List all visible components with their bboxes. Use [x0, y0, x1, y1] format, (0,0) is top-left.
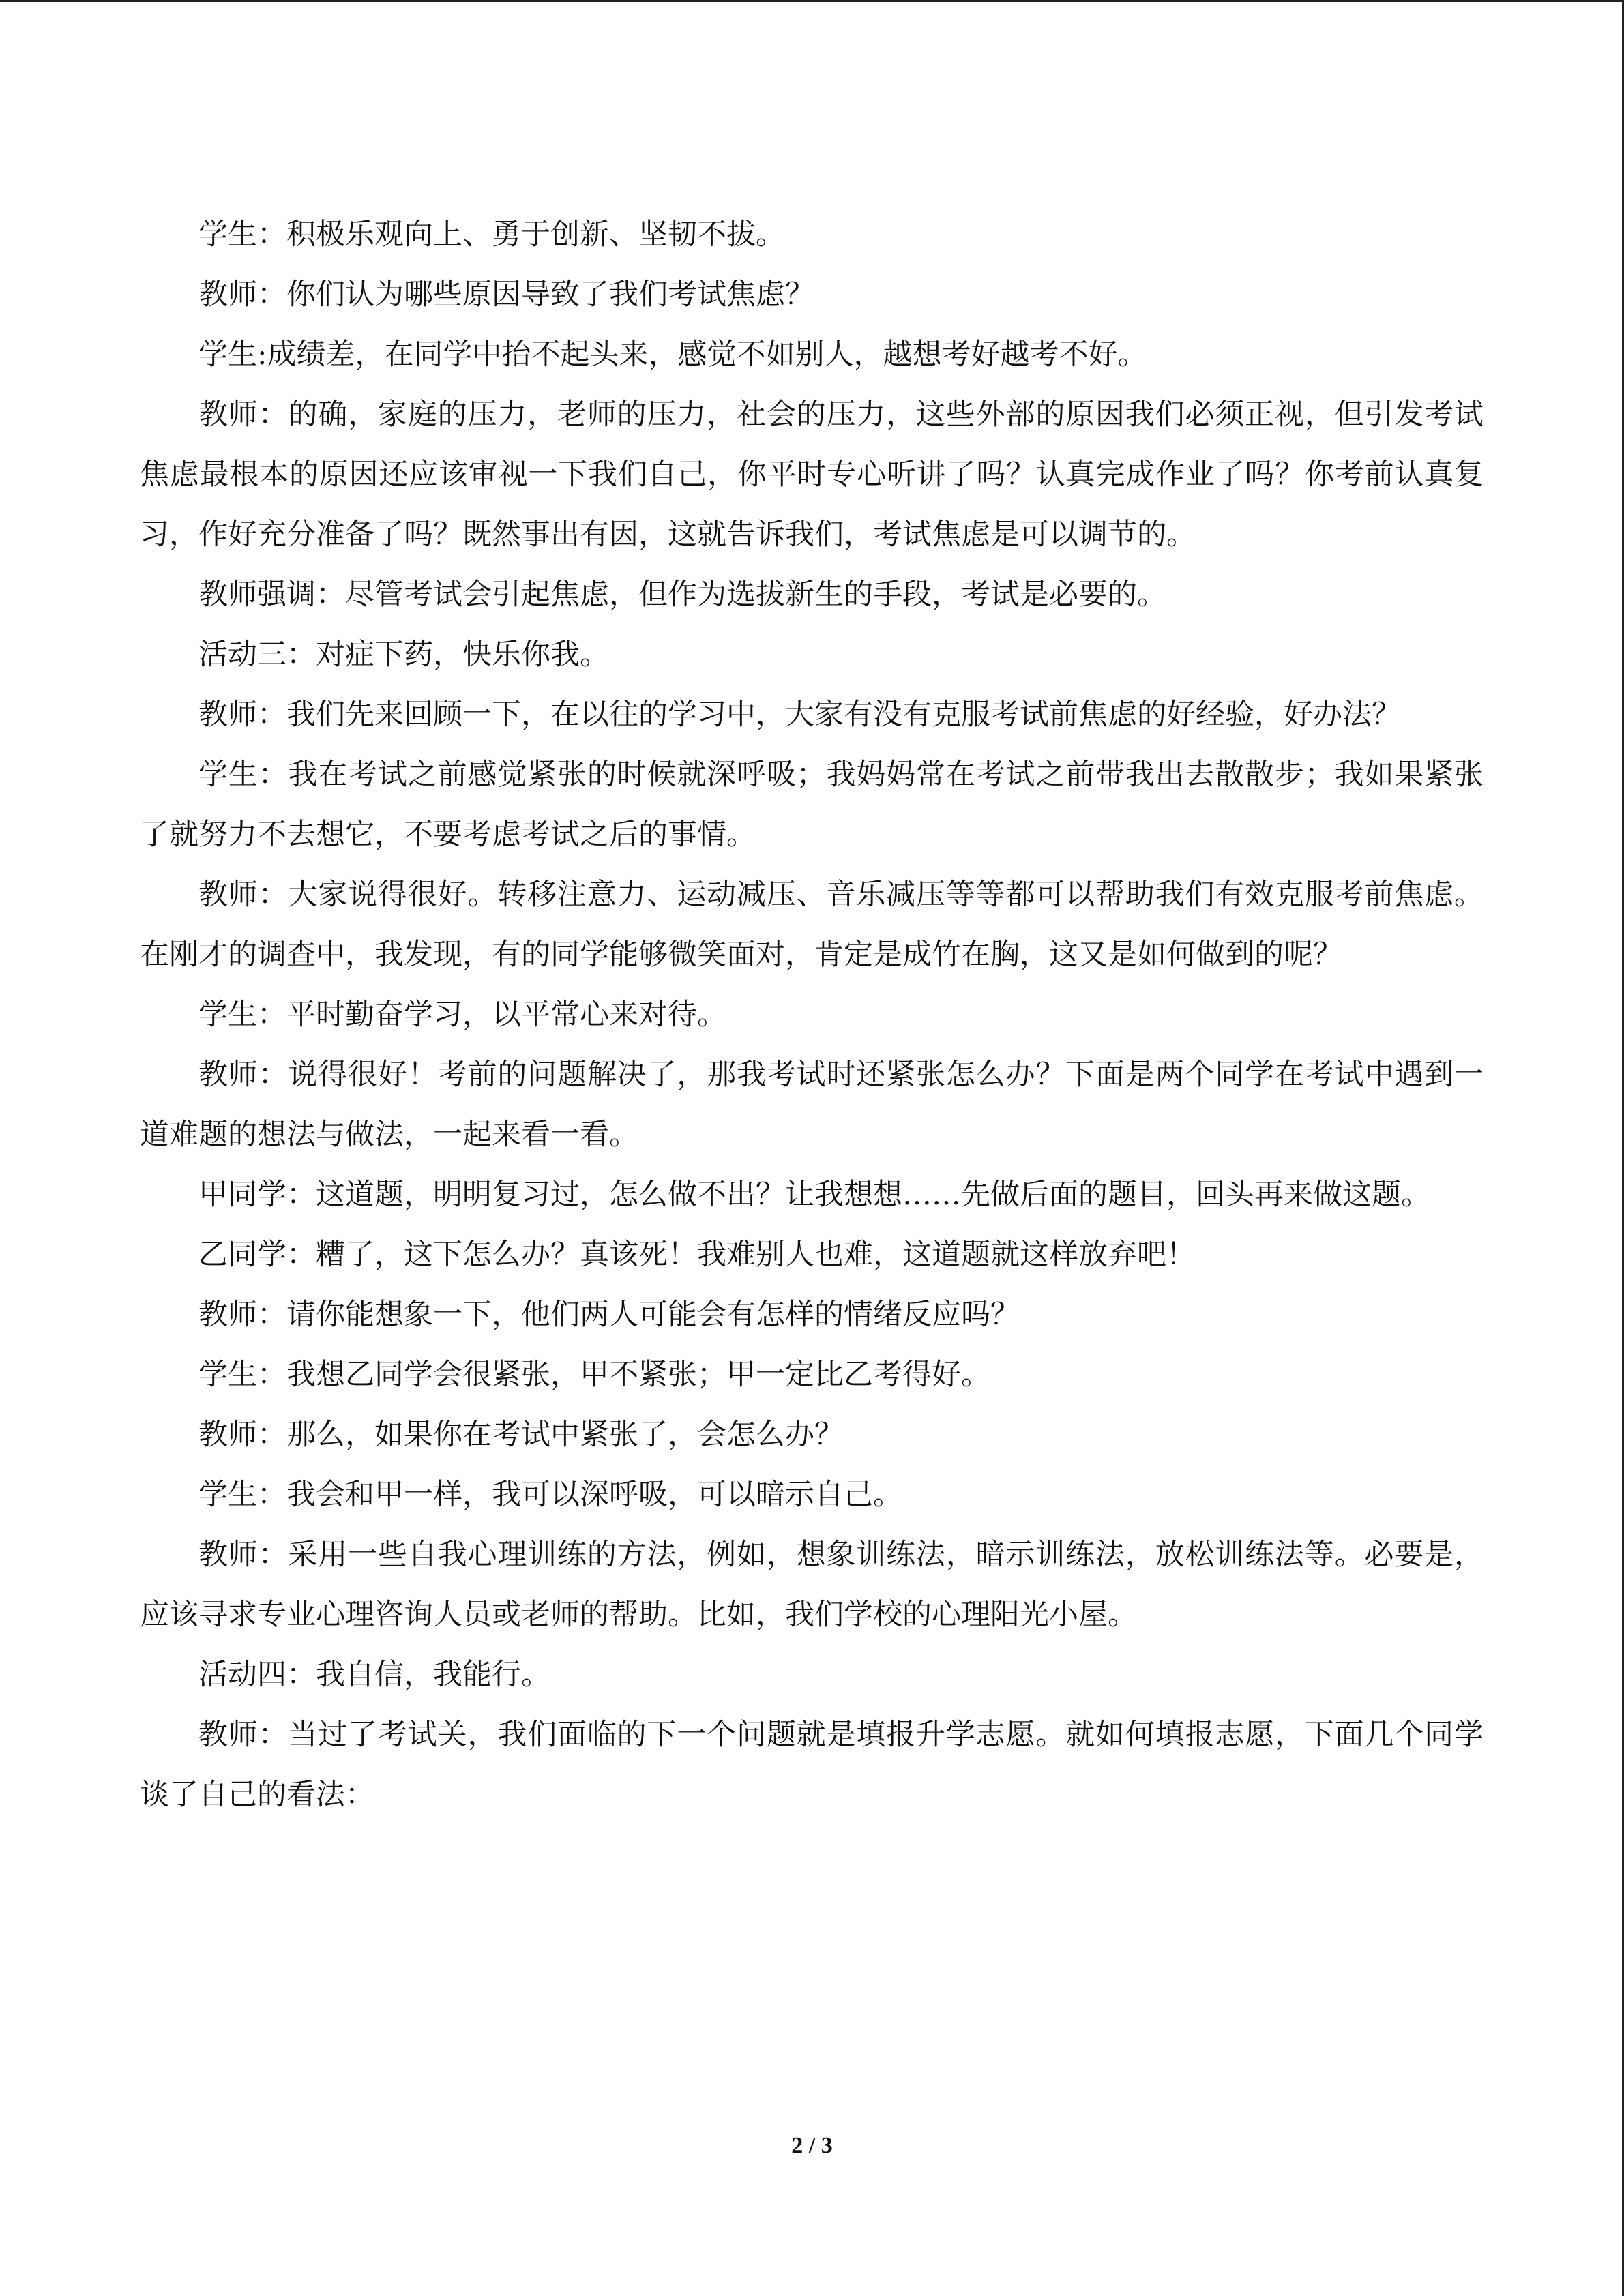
- activity-heading: 活动四：我自信，我能行。: [198, 1658, 550, 1692]
- paragraph: 学生：我会和甲一样，我可以深呼吸，可以暗示自己。: [198, 1478, 902, 1512]
- page-number: 2 / 3: [791, 2133, 833, 2158]
- paragraph: 教师：大家说得很好。转移注意力、运动减压、音乐减压等等都可以帮助我们有效克服考前焦虑。在刚才的调查中，我发现，有的同学能够微笑面对，肯定是成竹在胸，这又是如何做到的呢？: [140, 878, 1483, 972]
- paragraph: 教师：说得很好！考前的问题解决了，那我考试时还紧张怎么办？下面是两个同学在考试中遇到一道难题的想法与做法，一起来看一看。: [140, 1058, 1483, 1152]
- paragraph: 教师：的确，家庭的压力，老师的压力，社会的压力，这些外部的原因我们必须正视，但引发考试焦虑最根本的原因还应该审视一下我们自己，你平时专心听讲了吗？认真完成作业了吗？你考前认真复习，作好充分准备了吗？既然事出有因，这就告诉我们，考试焦虑是可以调节的。: [140, 398, 1483, 552]
- activity-heading: 活动三：对症下药，快乐你我。: [198, 638, 609, 672]
- paragraph: 教师强调：尽管考试会引起焦虑，但作为选拔新生的手段，考试是必要的。: [198, 578, 1166, 612]
- top-border-line: [0, 0, 1624, 2]
- paragraph: 学生：我想乙同学会很紧张，甲不紧张；甲一定比乙考得好。: [198, 1358, 990, 1392]
- paragraph: 教师：采用一些自我心理训练的方法，例如，想象训练法，暗示训练法，放松训练法等。必要是，应该寻求专业心理咨询人员或老师的帮助。比如，我们学校的心理阳光小屋。: [140, 1538, 1483, 1632]
- document-body: [140, 205, 1483, 1825]
- paragraph: 学生：积极乐观向上、勇于创新、坚韧不拔。: [198, 218, 785, 252]
- paragraph: 教师：请你能想象一下，他们两人可能会有怎样的情绪反应吗？: [198, 1298, 1020, 1332]
- paragraph: 教师：你们认为哪些原因导致了我们考试焦虑？: [198, 278, 814, 312]
- paragraph: 教师：当过了考试关，我们面临的下一个问题就是填报升学志愿。就如何填报志愿，下面几个同学谈了自己的看法：: [140, 1718, 1483, 1812]
- paragraph: 乙同学：糟了，这下怎么办？真该死！我难别人也难，这道题就这样放弃吧！: [198, 1238, 1196, 1272]
- paragraph: 甲同学：这道题，明明复习过，怎么做不出？让我想想……先做后面的题目，回头再来做这题。: [198, 1178, 1430, 1212]
- paragraph: 学生：平时勤奋学习，以平常心来对待。: [198, 998, 726, 1032]
- paragraph: 学生：我在考试之前感觉紧张的时候就深呼吸；我妈妈常在考试之前带我出去散散步；我如果紧张了就努力不去想它，不要考虑考试之后的事情。: [140, 758, 1483, 852]
- paragraph: 教师：我们先来回顾一下，在以往的学习中，大家有没有克服考试前焦虑的好经验，好办法？: [198, 698, 1401, 732]
- paragraph: 教师：那么，如果你在考试中紧张了，会怎么办？: [198, 1418, 844, 1452]
- paragraph: 学生:成绩差，在同学中抬不起头来，感觉不如别人，越想考好越考不好。: [198, 338, 1147, 372]
